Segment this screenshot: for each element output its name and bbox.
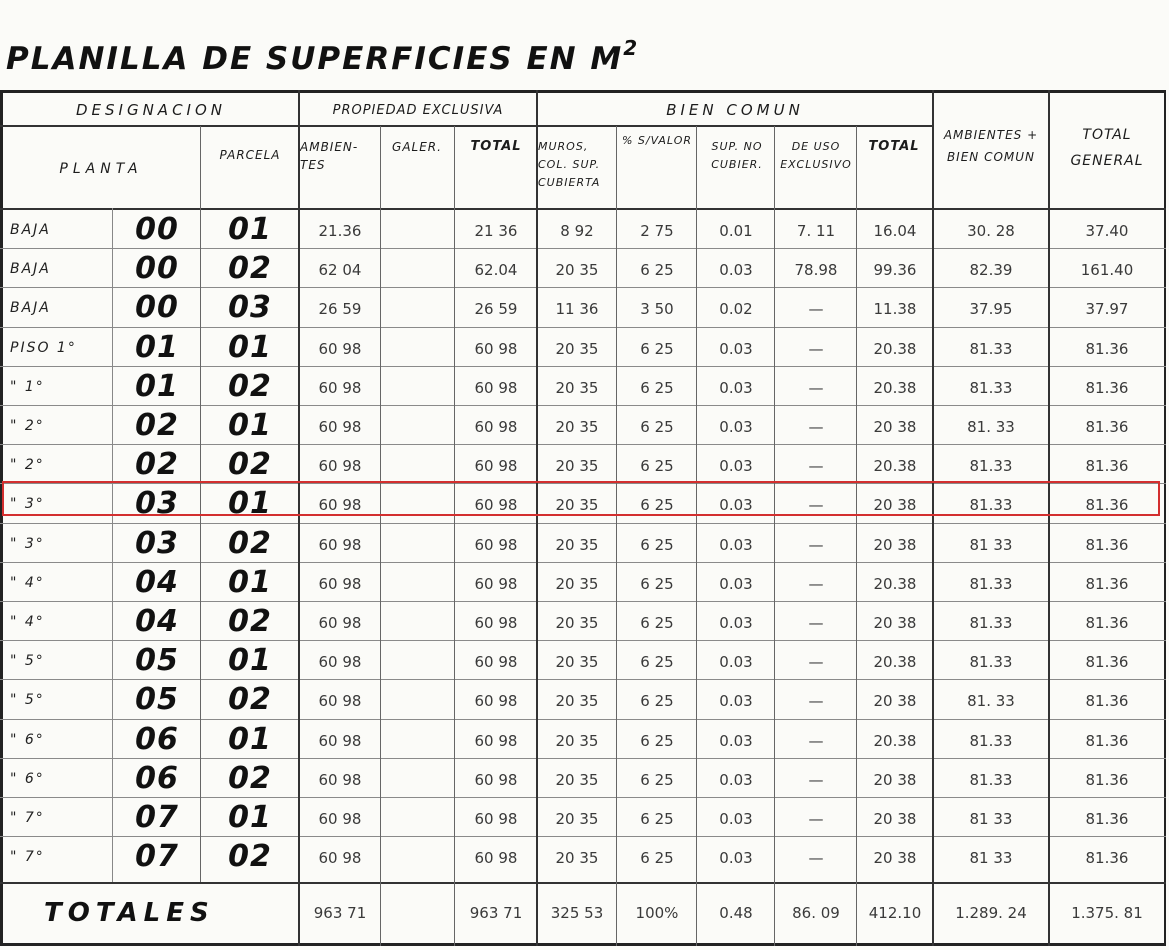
table-row: [0, 760, 1166, 799]
total-bien-comun-value: 20.38: [873, 653, 917, 672]
ambientes-bien-comun-value: 81 33: [969, 810, 1013, 828]
planta-label: " 1°: [10, 378, 45, 395]
piso-number: 06: [135, 721, 179, 757]
header-total-propiedad: TOTAL: [470, 139, 522, 154]
piso-number: 00: [135, 290, 179, 326]
muros-value: 11 36: [555, 300, 599, 319]
ambientes-bien-comun-value: 81.33: [969, 457, 1013, 476]
table-row: [0, 799, 1166, 838]
total-propiedad-value: 60 98: [474, 614, 518, 632]
group-bien-comun: BIEN COMUN: [666, 101, 804, 119]
planta-label: " 7°: [10, 849, 45, 866]
total-general-value: 81.36: [1085, 731, 1129, 750]
total-propiedad-value: 60 98: [474, 496, 518, 515]
totales-total-propiedad: 963 71: [469, 904, 523, 922]
sup-no-value: 0.03: [719, 457, 753, 476]
ambientes-bien-comun-value: 81.33: [969, 339, 1013, 358]
parcela-number: 02: [228, 604, 272, 639]
ambientes-bien-comun-value: 81. 33: [967, 692, 1015, 711]
total-bien-comun-value: 20.38: [873, 378, 917, 397]
planta-label: " 4°: [10, 614, 45, 630]
piso-number: 05: [135, 643, 179, 679]
parcela-number: 01: [228, 721, 272, 757]
ambientes-bien-comun-value: 81.33: [969, 731, 1013, 750]
pct-value: 6 25: [640, 496, 674, 515]
uso-exclusivo-value: —: [808, 731, 824, 750]
table-row: [0, 681, 1166, 720]
ambientes-value: 60 98: [318, 418, 362, 436]
uso-exclusivo-value: —: [808, 535, 824, 554]
total-propiedad-value: 60 98: [474, 457, 518, 476]
header-planta: PLANTA: [59, 161, 143, 177]
piso-number: 01: [135, 329, 179, 365]
ambientes-bien-comun-value: 81. 33: [967, 418, 1015, 436]
planta-label: " 3°: [10, 496, 45, 513]
piso-number: 04: [135, 604, 179, 639]
muros-value: 20 35: [555, 692, 599, 711]
sup-no-value: 0.03: [719, 535, 753, 554]
ambientes-bien-comun-value: 81 33: [969, 535, 1013, 554]
sup-no-value: 0.03: [719, 849, 753, 868]
piso-number: 02: [135, 408, 179, 443]
total-propiedad-value: 60 98: [474, 535, 518, 554]
ambientes-value: 60 98: [318, 339, 362, 358]
sup-no-value: 0.03: [719, 810, 753, 828]
parcela-number: 02: [228, 251, 272, 287]
uso-exclusivo-value: —: [808, 378, 824, 397]
table-row: [0, 407, 1166, 446]
uso-exclusivo-value: —: [808, 418, 824, 436]
pct-value: 6 25: [640, 810, 674, 828]
totales-ambientes-bien-comun: 1.289. 24: [955, 904, 1027, 922]
muros-value: 8 92: [560, 222, 594, 240]
total-bien-comun-value: 16.04: [873, 222, 917, 240]
total-propiedad-value: 60 98: [474, 849, 518, 868]
table-row: [0, 289, 1166, 328]
total-general-value: 81.36: [1085, 339, 1129, 358]
parcela-number: 02: [228, 682, 272, 718]
ambientes-bien-comun-value: 81.33: [969, 574, 1013, 593]
planta-label: " 7°: [10, 810, 45, 826]
uso-exclusivo-value: —: [808, 849, 824, 868]
uso-exclusivo-value: —: [808, 770, 824, 789]
planta-label: " 3°: [10, 535, 45, 552]
title-superscript: 2: [623, 36, 640, 60]
planta-label: BAJA: [10, 261, 51, 278]
total-bien-comun-value: 20.38: [873, 574, 917, 593]
total-propiedad-value: 60 98: [474, 810, 518, 828]
muros-value: 20 35: [555, 574, 599, 593]
pct-value: 6 25: [640, 614, 674, 632]
parcela-number: 02: [228, 525, 272, 561]
group-designacion: DESIGNACION: [75, 101, 226, 119]
header-uso-exclusivo: DE USO EXCLUSIVO: [780, 140, 852, 171]
sup-no-value: 0.03: [719, 731, 753, 750]
total-bien-comun-value: 20 38: [873, 418, 917, 436]
total-general-value: 161.40: [1080, 261, 1134, 280]
header-ambientes: AMBIEN- TES: [300, 140, 359, 172]
ambientes-value: 60 98: [318, 692, 362, 711]
total-bien-comun-value: 20 38: [873, 692, 917, 711]
totales-ambientes: 963 71: [313, 904, 367, 922]
pct-value: 6 25: [640, 653, 674, 672]
ambientes-bien-comun-value: 81.33: [969, 770, 1013, 789]
sup-no-value: 0.03: [719, 418, 753, 436]
muros-value: 20 35: [555, 614, 599, 632]
header-muros: MUROS, COL. SUP. CUBIERTA: [538, 140, 601, 189]
sup-no-value: 0.01: [719, 222, 753, 240]
parcela-number: 01: [228, 408, 272, 443]
header-total-general: TOTAL GENERAL: [1070, 127, 1144, 169]
planta-label: " 6°: [10, 770, 45, 787]
header-divider: [0, 125, 932, 127]
ambientes-value: 26 59: [318, 300, 362, 319]
total-bien-comun-value: 99.36: [873, 261, 917, 280]
planta-label: " 2°: [10, 418, 45, 434]
parcela-number: 03: [228, 290, 272, 326]
uso-exclusivo-value: 7. 11: [796, 222, 836, 240]
total-propiedad-value: 21 36: [474, 222, 518, 240]
total-propiedad-value: 60 98: [474, 653, 518, 672]
pct-value: 6 25: [640, 731, 674, 750]
ambientes-value: 60 98: [318, 535, 362, 554]
total-propiedad-value: 60 98: [474, 574, 518, 593]
ambientes-bien-comun-value: 81.33: [969, 653, 1013, 672]
table-row: [0, 603, 1166, 642]
sup-no-value: 0.03: [719, 378, 753, 397]
total-bien-comun-value: 20 38: [873, 810, 917, 828]
table-row: [0, 446, 1166, 485]
ambientes-value: 60 98: [318, 731, 362, 750]
header-parcela: PARCELA: [219, 148, 281, 162]
total-propiedad-value: 60 98: [474, 418, 518, 436]
uso-exclusivo-value: —: [808, 810, 824, 828]
ambientes-bien-comun-value: 81.33: [969, 614, 1013, 632]
pct-value: 6 25: [640, 339, 674, 358]
ambientes-value: 60 98: [318, 574, 362, 593]
parcela-number: 01: [228, 212, 272, 247]
total-bien-comun-value: 20.38: [873, 457, 917, 476]
totals-top-rule: [0, 882, 1166, 884]
totales-total-general: 1.375. 81: [1071, 904, 1143, 922]
ambientes-bien-comun-value: 81.33: [969, 378, 1013, 397]
pct-value: 3 50: [640, 300, 674, 319]
planta-label: " 4°: [10, 574, 45, 591]
ambientes-bien-comun-value: 81.33: [969, 496, 1013, 515]
pct-value: 6 25: [640, 457, 674, 476]
totales-total-bien-comun: 412.10: [868, 904, 922, 922]
totals-row: [0, 888, 1166, 942]
total-bien-comun-value: 20 38: [873, 849, 917, 868]
table-row: [0, 642, 1166, 681]
piso-number: 00: [135, 251, 179, 287]
piso-number: 05: [135, 682, 179, 718]
total-propiedad-value: 60 98: [474, 378, 518, 397]
total-general-value: 81.36: [1085, 574, 1129, 593]
piso-number: 02: [135, 447, 179, 483]
total-general-value: 81.36: [1085, 496, 1129, 515]
totales-muros: 325 53: [550, 904, 604, 922]
group-propiedad: PROPIEDAD EXCLUSIVA: [332, 103, 504, 118]
uso-exclusivo-value: —: [808, 653, 824, 672]
pct-value: 6 25: [640, 378, 674, 397]
header-galer: GALER.: [392, 140, 442, 154]
total-propiedad-value: 26 59: [474, 300, 518, 319]
table-row: [0, 838, 1166, 877]
total-general-value: 81.36: [1085, 418, 1129, 436]
piso-number: 04: [135, 564, 179, 600]
sup-no-value: 0.03: [719, 496, 753, 515]
planta-label: PISO 1°: [10, 339, 77, 356]
uso-exclusivo-value: —: [808, 300, 824, 319]
header-sup-no-cubier: SUP. NO CUBIER.: [711, 140, 763, 171]
piso-number: 01: [135, 368, 179, 404]
planta-label: " 5°: [10, 653, 45, 670]
piso-number: 03: [135, 525, 179, 561]
ambientes-value: 21.36: [318, 222, 362, 240]
muros-value: 20 35: [555, 535, 599, 554]
table-row: [0, 564, 1166, 603]
total-bien-comun-value: 20 38: [873, 535, 917, 554]
uso-exclusivo-value: —: [808, 339, 824, 358]
total-general-value: 81.36: [1085, 614, 1129, 632]
parcela-number: 01: [228, 486, 272, 522]
piso-number: 07: [135, 800, 179, 835]
uso-exclusivo-value: —: [808, 574, 824, 593]
header-total-bien-comun: TOTAL: [868, 139, 920, 154]
muros-value: 20 35: [555, 496, 599, 515]
planta-label: " 5°: [10, 692, 45, 709]
planta-label: " 2°: [10, 457, 45, 474]
muros-value: 20 35: [555, 418, 599, 436]
ambientes-value: 60 98: [318, 457, 362, 476]
muros-value: 20 35: [555, 849, 599, 868]
ambientes-value: 60 98: [318, 849, 362, 868]
total-bien-comun-value: 20 38: [873, 770, 917, 789]
header-bottom-rule: [0, 208, 1166, 210]
piso-number: 03: [135, 486, 179, 522]
muros-value: 20 35: [555, 339, 599, 358]
ambientes-value: 60 98: [318, 378, 362, 397]
total-bien-comun-value: 20.38: [873, 339, 917, 358]
ambientes-value: 62 04: [318, 261, 362, 280]
total-bien-comun-value: 20.38: [873, 731, 917, 750]
table-row: [0, 721, 1166, 760]
sup-no-value: 0.03: [719, 339, 753, 358]
parcela-number: 01: [228, 329, 272, 365]
ambientes-value: 60 98: [318, 614, 362, 632]
ambientes-bien-comun-value: 30. 28: [967, 222, 1015, 240]
table-row: [0, 368, 1166, 407]
pct-value: 6 25: [640, 692, 674, 711]
muros-value: 20 35: [555, 810, 599, 828]
table-row: [0, 525, 1166, 564]
total-bien-comun-value: 20 38: [873, 496, 917, 515]
sup-no-value: 0.03: [719, 261, 753, 280]
uso-exclusivo-value: —: [808, 692, 824, 711]
totales-sup-no: 0.48: [719, 904, 753, 922]
total-propiedad-value: 62.04: [474, 261, 518, 280]
highlighted-row-frame: [2, 481, 1160, 516]
parcela-number: 01: [228, 800, 272, 835]
total-general-value: 81.36: [1085, 770, 1129, 789]
total-general-value: 81.36: [1085, 692, 1129, 711]
uso-exclusivo-value: 78.98: [794, 261, 838, 280]
pct-value: 2 75: [640, 222, 674, 240]
uso-exclusivo-value: —: [808, 457, 824, 476]
total-general-value: 81.36: [1085, 457, 1129, 476]
parcela-number: 02: [228, 760, 272, 796]
sup-no-value: 0.03: [719, 653, 753, 672]
ambientes-bien-comun-value: 82.39: [969, 261, 1013, 280]
uso-exclusivo-value: —: [808, 614, 824, 632]
muros-value: 20 35: [555, 261, 599, 280]
total-general-value: 37.97: [1085, 300, 1129, 319]
total-propiedad-value: 60 98: [474, 770, 518, 789]
parcela-number: 01: [228, 564, 272, 600]
total-general-value: 81.36: [1085, 849, 1129, 868]
piso-number: 06: [135, 760, 179, 796]
total-general-value: 81.36: [1085, 535, 1129, 554]
total-general-value: 81.36: [1085, 810, 1129, 828]
ambientes-value: 60 98: [318, 653, 362, 672]
sup-no-value: 0.03: [719, 614, 753, 632]
total-general-value: 81.36: [1085, 653, 1129, 672]
table-row: [0, 329, 1166, 368]
muros-value: 20 35: [555, 770, 599, 789]
muros-value: 20 35: [555, 653, 599, 672]
total-bien-comun-value: 11.38: [873, 300, 917, 319]
ambientes-bien-comun-value: 37.95: [969, 300, 1013, 319]
pct-value: 6 25: [640, 261, 674, 280]
page-title: [6, 36, 639, 77]
sup-no-value: 0.03: [719, 574, 753, 593]
parcela-number: 02: [228, 368, 272, 404]
piso-number: 00: [135, 212, 179, 247]
header-ambientes-bien-comun: AMBIENTES + BIEN COMUN: [943, 128, 1039, 164]
ambientes-value: 60 98: [318, 770, 362, 789]
totales-pct: 100%: [635, 904, 679, 922]
ambientes-bien-comun-value: 81 33: [969, 849, 1013, 868]
header-pct-valor: % S/VALOR: [621, 134, 693, 147]
sup-no-value: 0.02: [719, 300, 753, 319]
muros-value: 20 35: [555, 378, 599, 397]
table-row: [0, 211, 1166, 250]
total-general-value: 37.40: [1085, 222, 1129, 240]
title-text: PLANILLA DE SUPERFICIES EN M: [6, 41, 624, 77]
parcela-number: 02: [228, 447, 272, 483]
uso-exclusivo-value: —: [808, 496, 824, 515]
parcela-number: 01: [228, 643, 272, 679]
pct-value: 6 25: [640, 770, 674, 789]
piso-number: 07: [135, 839, 179, 875]
pct-value: 6 25: [640, 574, 674, 593]
total-propiedad-value: 60 98: [474, 339, 518, 358]
planta-label: " 6°: [10, 731, 45, 748]
pct-value: 6 25: [640, 849, 674, 868]
planta-label: BAJA: [10, 222, 51, 238]
pct-value: 6 25: [640, 535, 674, 554]
muros-value: 20 35: [555, 731, 599, 750]
totales-uso: 86. 09: [792, 904, 840, 922]
total-propiedad-value: 60 98: [474, 731, 518, 750]
total-general-value: 81.36: [1085, 378, 1129, 397]
parcela-number: 02: [228, 839, 272, 875]
sup-no-value: 0.03: [719, 692, 753, 711]
pct-value: 6 25: [640, 418, 674, 436]
total-propiedad-value: 60 98: [474, 692, 518, 711]
sup-no-value: 0.03: [719, 770, 753, 789]
muros-value: 20 35: [555, 457, 599, 476]
ambientes-value: 60 98: [318, 496, 362, 515]
totales-label: TOTALES: [44, 898, 215, 928]
ambientes-value: 60 98: [318, 810, 362, 828]
total-bien-comun-value: 20 38: [873, 614, 917, 632]
planta-label: BAJA: [10, 300, 51, 317]
table-row: [0, 250, 1166, 289]
